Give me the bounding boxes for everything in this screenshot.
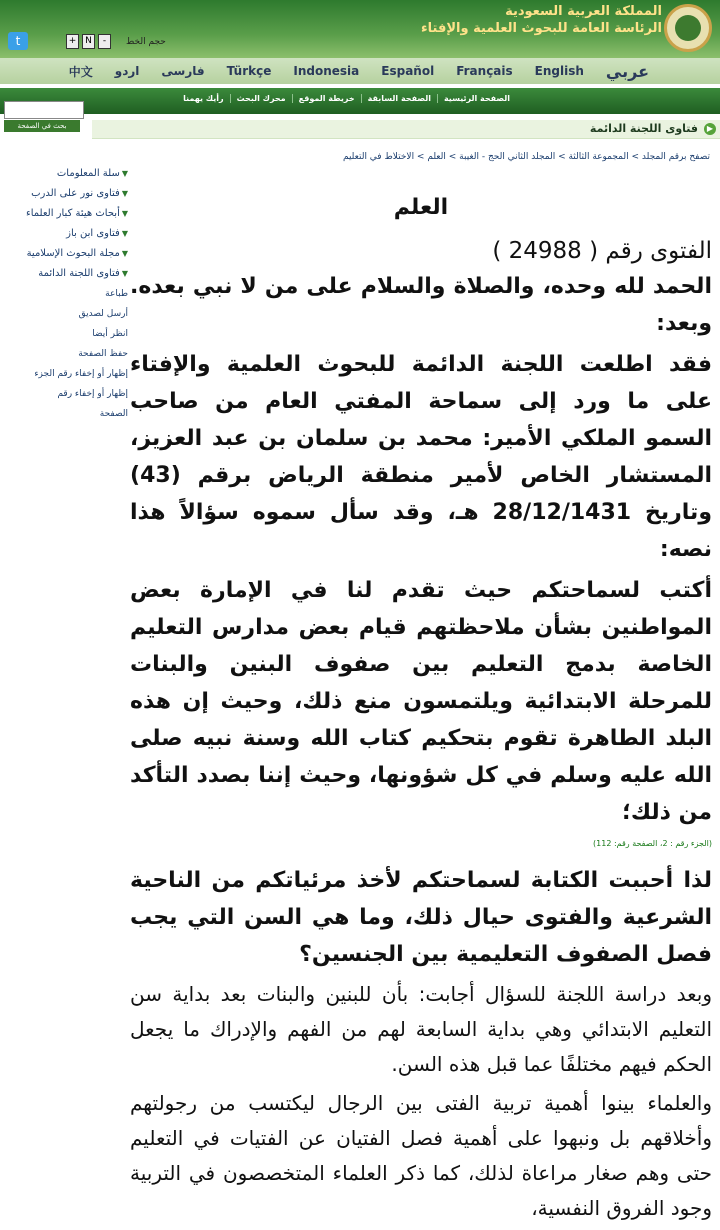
font-size-label: حجم الخط bbox=[126, 36, 166, 47]
print-link[interactable]: طباعة bbox=[105, 289, 128, 299]
lang-persian[interactable]: فارسی bbox=[161, 64, 205, 78]
toggle-page-number-link-cont[interactable]: الصفحة bbox=[99, 409, 128, 419]
chevron-down-icon: ▼ bbox=[121, 189, 128, 198]
sidebar bbox=[4, 164, 128, 424]
language-bar bbox=[0, 58, 720, 84]
sidebar-item-label: أبحاث هيئة كبار العلماء bbox=[26, 208, 120, 219]
lang-turkish[interactable]: Türkçe bbox=[226, 64, 272, 78]
sidebar-item-info-basket[interactable] bbox=[4, 164, 128, 184]
sidebar-item-label: سلة المعلومات bbox=[56, 168, 120, 179]
fatwa-content bbox=[130, 186, 712, 1226]
chevron-down-icon: ▼ bbox=[121, 169, 128, 178]
lang-chinese[interactable]: 中文 bbox=[68, 64, 93, 79]
chevron-down-icon: ▼ bbox=[121, 269, 128, 278]
search-input[interactable] bbox=[4, 101, 84, 119]
sidebar-item-islamic-research-journal[interactable] bbox=[4, 244, 128, 264]
site-header bbox=[0, 0, 720, 58]
header-title-line1: المملكة العربية السعودية bbox=[505, 4, 662, 19]
page-reference: (الجزء رقم : 2، الصفحة رقم: 112) bbox=[593, 839, 712, 848]
lang-arabic[interactable]: عربي bbox=[605, 61, 649, 81]
lang-indonesian[interactable]: Indonesia bbox=[293, 64, 360, 78]
play-icon: ▶ bbox=[704, 123, 716, 135]
chevron-down-icon: ▼ bbox=[121, 229, 128, 238]
nav-site-map[interactable]: خريطة الموقع bbox=[292, 94, 361, 103]
breadcrumb[interactable]: تصفح برقم المجلد > المجموعة الثالثة > المجلد الثاني الحج - الغيبة > العلم > الاختلاط في التعليم bbox=[342, 152, 710, 162]
toggle-page-number-link[interactable]: إظهار أو إخفاء رقم bbox=[57, 389, 128, 399]
logo-emblem bbox=[675, 15, 701, 41]
font-increase-button[interactable]: + bbox=[66, 34, 79, 49]
nav-previous-page[interactable]: الصفحة السابقة bbox=[361, 94, 437, 103]
sidebar-item-noor-ala-aldarb[interactable] bbox=[4, 184, 128, 204]
sidebar-item-ibn-baz[interactable] bbox=[4, 224, 128, 244]
fatwa-paragraph: أكتب لسماحتكم حيث تقدم لنا في الإمارة بعض المواطنين بشأن ملاحظتهم قيام بعض مدارس التعليم الخاصة بدمج التعليم بين صفوف البنين والبنات للمرحلة الابتدائية ويلتمسون منع ذلك، وحيث إن هذه البلد الطاهرة تقوم بتحكيم كتاب الله وسنة نبيه صلى الله عليه وسلم في كل شؤونها، وحيث إننا بصدد التأكد من ذلك؛ bbox=[130, 578, 712, 825]
topic-bar bbox=[92, 120, 720, 139]
sidebar-item-label: فتاوى ابن باز bbox=[66, 228, 120, 239]
lang-urdu[interactable]: اردو bbox=[114, 64, 140, 78]
page-title: العلم bbox=[393, 195, 449, 220]
fatwa-number: الفتوى رقم ( 24988 ) bbox=[492, 238, 712, 264]
main-nav bbox=[0, 88, 720, 114]
save-page-link[interactable]: حفظ الصفحة bbox=[78, 349, 128, 359]
sidebar-item-label: فتاوى نور على الدرب bbox=[31, 188, 120, 199]
header-title-line2: الرئاسة العامة للبحوث العلمية والإفتاء bbox=[421, 21, 662, 36]
sidebar-item-senior-scholars[interactable] bbox=[4, 204, 128, 224]
topic-title[interactable]: فتاوى اللجنة الدائمة bbox=[589, 122, 698, 135]
search-button[interactable]: بحث في الصفحة bbox=[4, 120, 80, 132]
nav-feedback[interactable]: رأيك يهمنا bbox=[183, 94, 224, 103]
nav-home[interactable]: الصفحة الرئيسية bbox=[437, 94, 516, 103]
fatwa-paragraph: فقد اطلعت اللجنة الدائمة للبحوث العلمية والإفتاء على ما ورد إلى سماحة المفتي العام من صاحب السمو الملكي الأمير: محمد بن سلمان بن عبد العزيز، المستشار الخاص لأمير منطقة الرياض برقم (43) وتاريخ 28/12/1431 هـ، وقد سأل سموه سؤالاً هذا نصه: bbox=[130, 352, 712, 562]
fatwa-paragraph: والعلماء بينوا أهمية تربية الفتى بين الرجال ليكتسب من رجولتهم وأخلاقهم بل ونبهوا على أهمية فصل الفتيان عن الفتيات في التعليم حتى وهم صغار مراعاة لذلك، كما ذكر العلماء المتخصصون في التربية وجود الفروق النفسية، bbox=[130, 1091, 712, 1220]
sidebar-item-label: مجلة البحوث الإسلامية bbox=[26, 248, 120, 259]
fatwa-paragraph: وبعد دراسة اللجنة للسؤال أجابت: بأن للبنين والبنات بعد بداية سن التعليم الابتدائي وهي بداية السابعة لهم من الفهم والإدراك ما يجعل الحكم فيهم مختلفًا عما قبل هذه السن. bbox=[130, 982, 712, 1076]
font-decrease-button[interactable]: - bbox=[98, 34, 111, 49]
send-to-friend-link[interactable]: أرسل لصديق bbox=[78, 309, 128, 319]
lang-english[interactable]: English bbox=[534, 64, 584, 78]
font-size-controls bbox=[66, 34, 166, 49]
lang-spanish[interactable]: Español bbox=[381, 64, 435, 78]
see-also-link[interactable]: انظر أيضا bbox=[92, 329, 128, 339]
lang-french[interactable]: Français bbox=[456, 64, 513, 78]
font-normal-button[interactable]: N bbox=[82, 34, 95, 49]
chevron-down-icon: ▼ bbox=[121, 209, 128, 218]
toggle-part-number-link[interactable]: إظهار أو إخفاء رقم الجزء bbox=[34, 369, 128, 379]
twitter-icon[interactable]: t bbox=[8, 32, 28, 50]
chevron-down-icon: ▼ bbox=[121, 249, 128, 258]
fatwa-paragraph: لذا أحببت الكتابة لسماحتكم لأخذ مرئياتكم من الناحية الشرعية والفتوى حيال ذلك، وما هي السن التي يجب فصل الصفوف التعليمية بين الجنسين؟ bbox=[130, 868, 712, 967]
sidebar-item-label: فتاوى اللجنة الدائمة bbox=[38, 268, 120, 279]
nav-search-engine[interactable]: محرك البحث bbox=[230, 94, 292, 103]
fatwa-paragraph: الحمد لله وحده، والصلاة والسلام على من لا نبي بعده. وبعد: bbox=[130, 274, 712, 336]
sidebar-item-permanent-committee[interactable] bbox=[4, 264, 128, 284]
site-logo[interactable] bbox=[664, 4, 712, 52]
